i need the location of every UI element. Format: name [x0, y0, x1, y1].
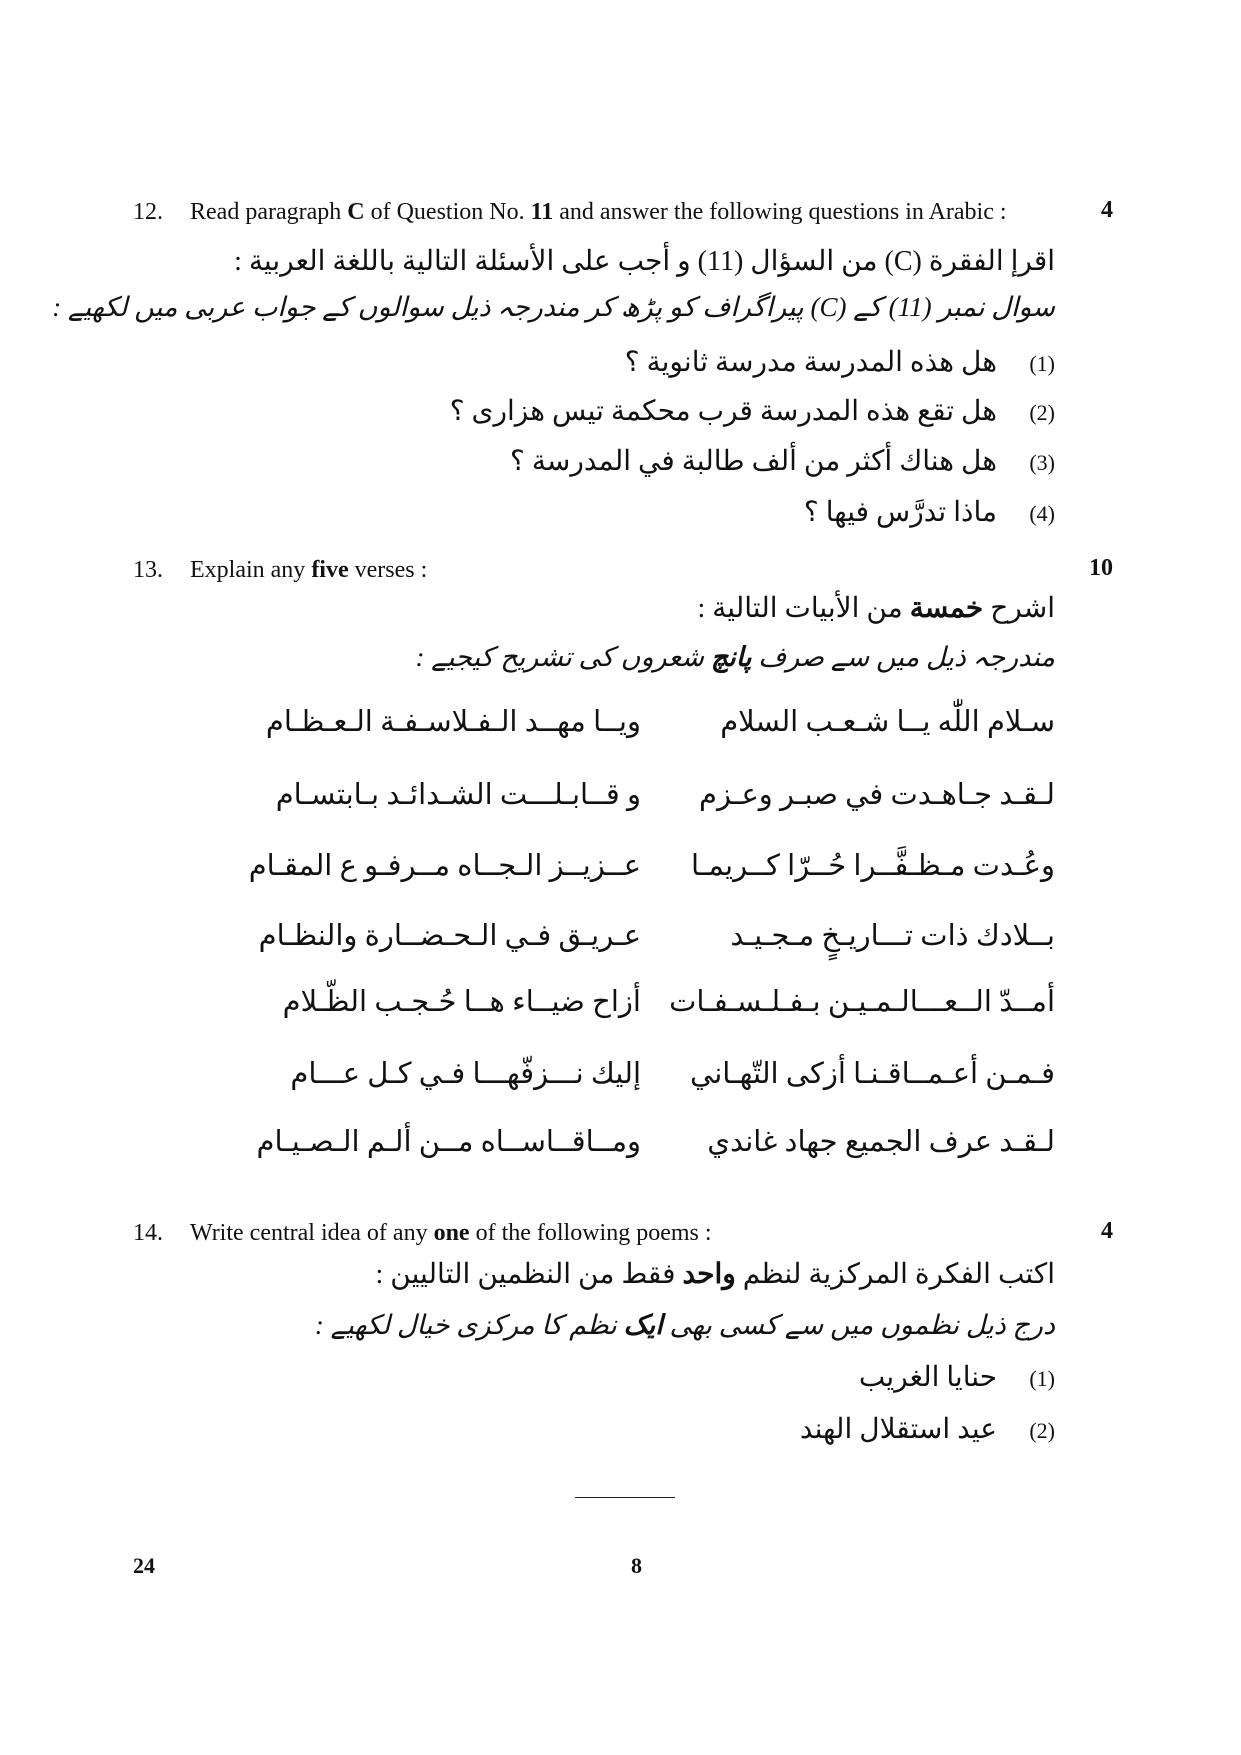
item-number: (1)	[1029, 1366, 1055, 1391]
q13-number: 13.	[133, 557, 163, 583]
q14-urdu-instruction	[315, 1305, 1055, 1345]
verse-second: إليك نـــزفّهـــا فـي كـل عـــام	[290, 1058, 641, 1090]
q12-marks: 4	[1101, 197, 1113, 223]
verse-second: عـريـق فـي الـحـضــارة والنظـام	[258, 920, 641, 952]
q14-ur-a: درج ذیل نظموں میں سے کسی بھی	[662, 1310, 1055, 1340]
q14-ar-a: اكتب الفكرة المركزية لنظم	[735, 1259, 1055, 1290]
verse-first: فـمـن أعـمــاقـنـا أزكى التّهـاني	[690, 1058, 1055, 1090]
q12-bold-c: C	[347, 199, 365, 225]
end-rule-divider	[575, 1497, 675, 1498]
q14-item	[800, 1410, 1055, 1451]
item-text: ماذا تدرَّس فيها ؟	[803, 497, 997, 528]
q13-ar-bold: خمسة	[909, 593, 984, 624]
footer-code: 24	[133, 1553, 155, 1578]
verse-second: عــزيــز الـجــاه مــرفـو ع المقـام	[248, 850, 641, 882]
q13-ar-b: من الأبيات التالية :	[697, 593, 910, 624]
q12-bold-11: 11	[530, 199, 554, 225]
q13-ar-a: اشرح	[983, 593, 1055, 624]
q14-ar-b: فقط من النظمين التاليين :	[375, 1259, 683, 1290]
q13-ur-b: شعروں کی تشریح کیجیے :	[415, 642, 711, 672]
verse-second: ومــاقــاســاه مــن ألـم الـصـيـام	[256, 1126, 641, 1158]
q14-marks: 4	[1101, 1218, 1113, 1244]
page-number: 8	[631, 1553, 642, 1578]
q13-bold-five: five	[311, 557, 349, 583]
q13-text-a: Explain any	[190, 557, 312, 583]
item-text: هل هناك أكثر من ألف طالبة في المدرسة ؟	[510, 446, 997, 477]
q14-item	[859, 1358, 1055, 1399]
item-number: (2)	[1029, 1418, 1055, 1443]
q14-number: 14.	[133, 1220, 163, 1246]
q14-text	[190, 1218, 712, 1248]
item-number: (4)	[1029, 501, 1055, 526]
q14-bold-one: one	[433, 1220, 470, 1246]
q12-item	[450, 392, 1055, 433]
verse-second: أزاح ضيــاء هــا حُـجـب الظّـلام	[282, 986, 641, 1018]
q12-number: 12.	[133, 199, 163, 225]
q12-item	[625, 343, 1055, 384]
q12-item	[804, 493, 1055, 534]
q13-text	[190, 555, 427, 585]
q12-item	[510, 442, 1055, 483]
q14-ur-b: نظم کا مرکزی خیال لکھیے :	[314, 1310, 624, 1340]
item-number: (3)	[1029, 450, 1055, 475]
item-number: (2)	[1029, 400, 1055, 425]
q13-ur-a: مندرجہ ذیل میں سے صرف	[751, 642, 1055, 672]
q14-text-b: of the following poems :	[469, 1220, 712, 1246]
item-text: هل هذه المدرسة مدرسة ثانوية ؟	[624, 347, 997, 378]
q12-arabic-instruction: اقرإ الفقرة (C) من السؤال (11) و أجب على الأسئلة التالية باللغة العربية :	[234, 246, 1055, 277]
q12-text-b: of Question No.	[364, 199, 531, 225]
verse-first: سـلام اللّٰه يــا شـعـب السلام	[720, 706, 1055, 738]
verse-first: وعُـدت مـظـفَّــرا حُــرّا كــريمـا	[690, 850, 1055, 882]
q13-text-b: verses :	[348, 557, 428, 583]
q13-marks: 10	[1089, 555, 1113, 581]
item-text: حنايا الغريب	[858, 1362, 997, 1393]
q14-ar-bold: واحد	[682, 1259, 736, 1290]
verse-second: ويــا مهــد الـفـلاسـفـة الـعـظـام	[265, 706, 641, 738]
q14-arabic-instruction	[376, 1255, 1055, 1295]
item-number: (1)	[1029, 351, 1055, 376]
q12-text-c: and answer the following questions in Arabic :	[553, 199, 1007, 225]
q12-text	[190, 197, 1007, 227]
verse-first: لـقـد عرف الجميع جهاد غاندي	[707, 1126, 1055, 1158]
verse-first: لـقـد جـاهـدت في صبـر وعـزم	[699, 779, 1055, 811]
verse-first: بــلادك ذات تـــاريـخٍ مـجـيـد	[730, 920, 1055, 952]
item-text: عيد استقلال الهند	[799, 1414, 997, 1445]
q13-urdu-instruction	[415, 637, 1055, 677]
verse-first: أمــدّ الــعـــالـمـيـن بـفـلـسـفـات	[669, 986, 1055, 1018]
q13-arabic-instruction	[697, 589, 1055, 629]
q14-text-a: Write central idea of any	[190, 1220, 434, 1246]
q14-ur-bold: ایک	[623, 1310, 663, 1340]
q13-ur-bold: پانچ	[710, 642, 752, 672]
item-text: هل تقع هذه المدرسة قرب محكمة تيس هزارى ؟	[449, 396, 997, 427]
verse-second: و قــابـلـــت الشـدائـد بـابتسـام	[275, 779, 641, 811]
q12-text-a: Read paragraph	[190, 199, 348, 225]
q12-urdu-instruction: سوال نمبر (11) کے (C) پیراگراف کو پڑھ کر مندرجہ ذیل سوالوں کے جواب عربی میں لکھیے :	[52, 292, 1055, 322]
